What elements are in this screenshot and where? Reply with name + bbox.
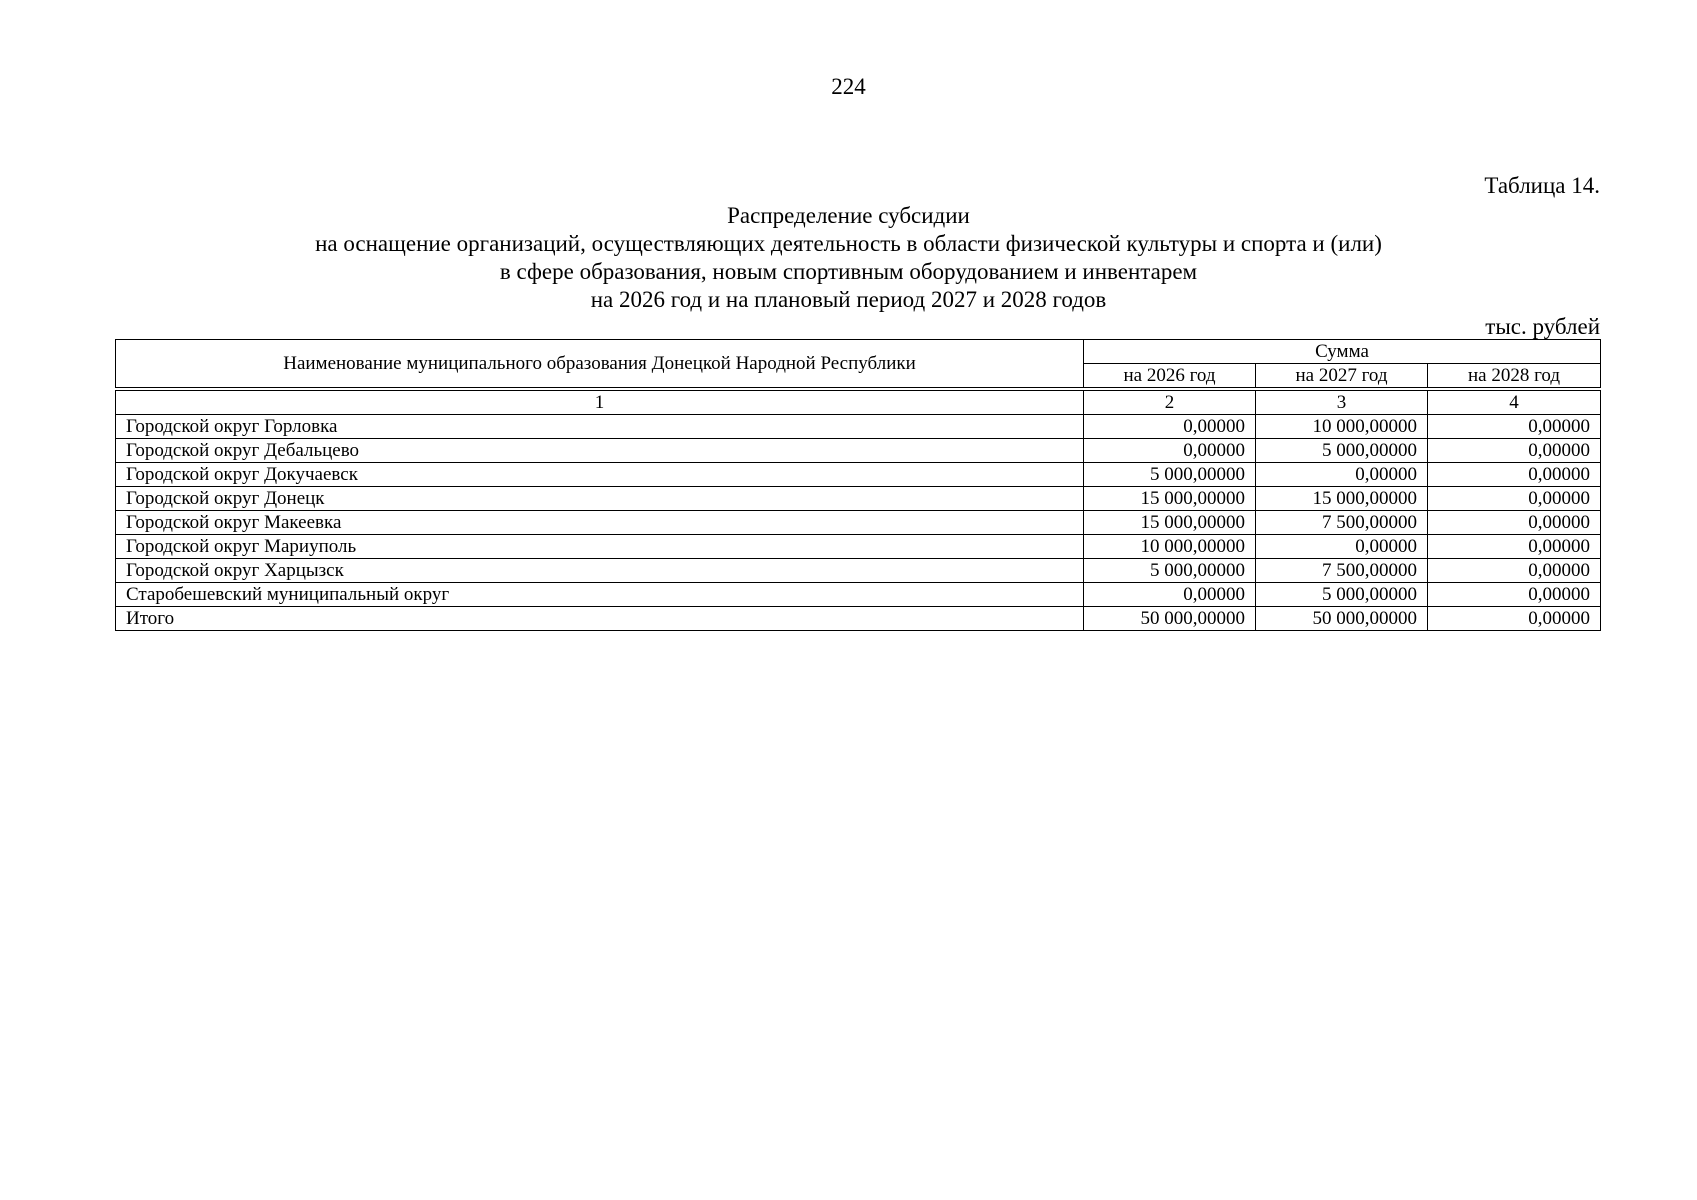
column-number: 1 <box>116 391 1084 415</box>
total-2027: 50 000,00000 <box>1256 607 1428 631</box>
value-2028: 0,00000 <box>1428 463 1601 487</box>
municipality-name: Старобешевский муниципальный округ <box>116 583 1084 607</box>
column-number: 4 <box>1428 391 1601 415</box>
value-2026: 5 000,00000 <box>1084 463 1256 487</box>
table-row <box>116 487 1601 511</box>
value-2026: 0,00000 <box>1084 415 1256 439</box>
table-row <box>116 463 1601 487</box>
title-line-3: в сфере образования, новым спортивным оборудованием и инвентарем <box>499 259 1198 284</box>
table-row <box>116 415 1601 439</box>
title-line-1: Распределение субсидии <box>727 203 970 228</box>
total-2028: 0,00000 <box>1428 607 1601 631</box>
table-row <box>116 583 1601 607</box>
municipality-name: Городской округ Мариуполь <box>116 535 1084 559</box>
document-title <box>0 202 1697 314</box>
page-number: 224 <box>831 74 866 99</box>
value-2026: 15 000,00000 <box>1084 511 1256 535</box>
value-2027: 7 500,00000 <box>1256 511 1428 535</box>
column-number: 2 <box>1084 391 1256 415</box>
value-2027: 5 000,00000 <box>1256 583 1428 607</box>
value-2028: 0,00000 <box>1428 511 1601 535</box>
value-2028: 0,00000 <box>1428 559 1601 583</box>
municipality-name: Городской округ Докучаевск <box>116 463 1084 487</box>
header-name: Наименование муниципального образования Донецкой Народной Республики <box>116 340 1084 388</box>
table-row <box>116 439 1601 463</box>
value-2028: 0,00000 <box>1428 583 1601 607</box>
value-2026: 10 000,00000 <box>1084 535 1256 559</box>
value-2026: 15 000,00000 <box>1084 487 1256 511</box>
column-number: 3 <box>1256 391 1428 415</box>
value-2026: 5 000,00000 <box>1084 559 1256 583</box>
total-label: Итого <box>116 607 1084 631</box>
value-2028: 0,00000 <box>1428 415 1601 439</box>
table-row <box>116 535 1601 559</box>
total-2026: 50 000,00000 <box>1084 607 1256 631</box>
header-row-1 <box>116 340 1601 364</box>
title-line-2: на оснащение организаций, осуществляющих деятельность в области физической культуры и спорта и (или) <box>315 231 1382 256</box>
value-2026: 0,00000 <box>1084 583 1256 607</box>
value-2028: 0,00000 <box>1428 439 1601 463</box>
value-2027: 5 000,00000 <box>1256 439 1428 463</box>
header-year-2027: на 2027 год <box>1256 364 1428 388</box>
total-row <box>116 607 1601 631</box>
municipality-name: Городской округ Донецк <box>116 487 1084 511</box>
municipality-name: Городской округ Харцызск <box>116 559 1084 583</box>
table-row <box>116 559 1601 583</box>
title-line-4: на 2026 год и на плановый период 2027 и 2028 годов <box>590 287 1107 312</box>
table-row <box>116 511 1601 535</box>
value-2028: 0,00000 <box>1428 535 1601 559</box>
table-label: Таблица 14. <box>1484 173 1600 198</box>
subsidy-table <box>115 339 1601 631</box>
header-year-2028: на 2028 год <box>1428 364 1601 388</box>
column-number-row <box>116 391 1601 415</box>
value-2027: 7 500,00000 <box>1256 559 1428 583</box>
value-2027: 0,00000 <box>1256 535 1428 559</box>
units-label: тыс. рублей <box>1485 314 1600 339</box>
value-2027: 10 000,00000 <box>1256 415 1428 439</box>
value-2027: 15 000,00000 <box>1256 487 1428 511</box>
header-year-2026: на 2026 год <box>1084 364 1256 388</box>
value-2028: 0,00000 <box>1428 487 1601 511</box>
header-sum: Сумма <box>1084 340 1601 364</box>
municipality-name: Городской округ Дебальцево <box>116 439 1084 463</box>
municipality-name: Городской округ Макеевка <box>116 511 1084 535</box>
municipality-name: Городской округ Горловка <box>116 415 1084 439</box>
value-2026: 0,00000 <box>1084 439 1256 463</box>
value-2027: 0,00000 <box>1256 463 1428 487</box>
